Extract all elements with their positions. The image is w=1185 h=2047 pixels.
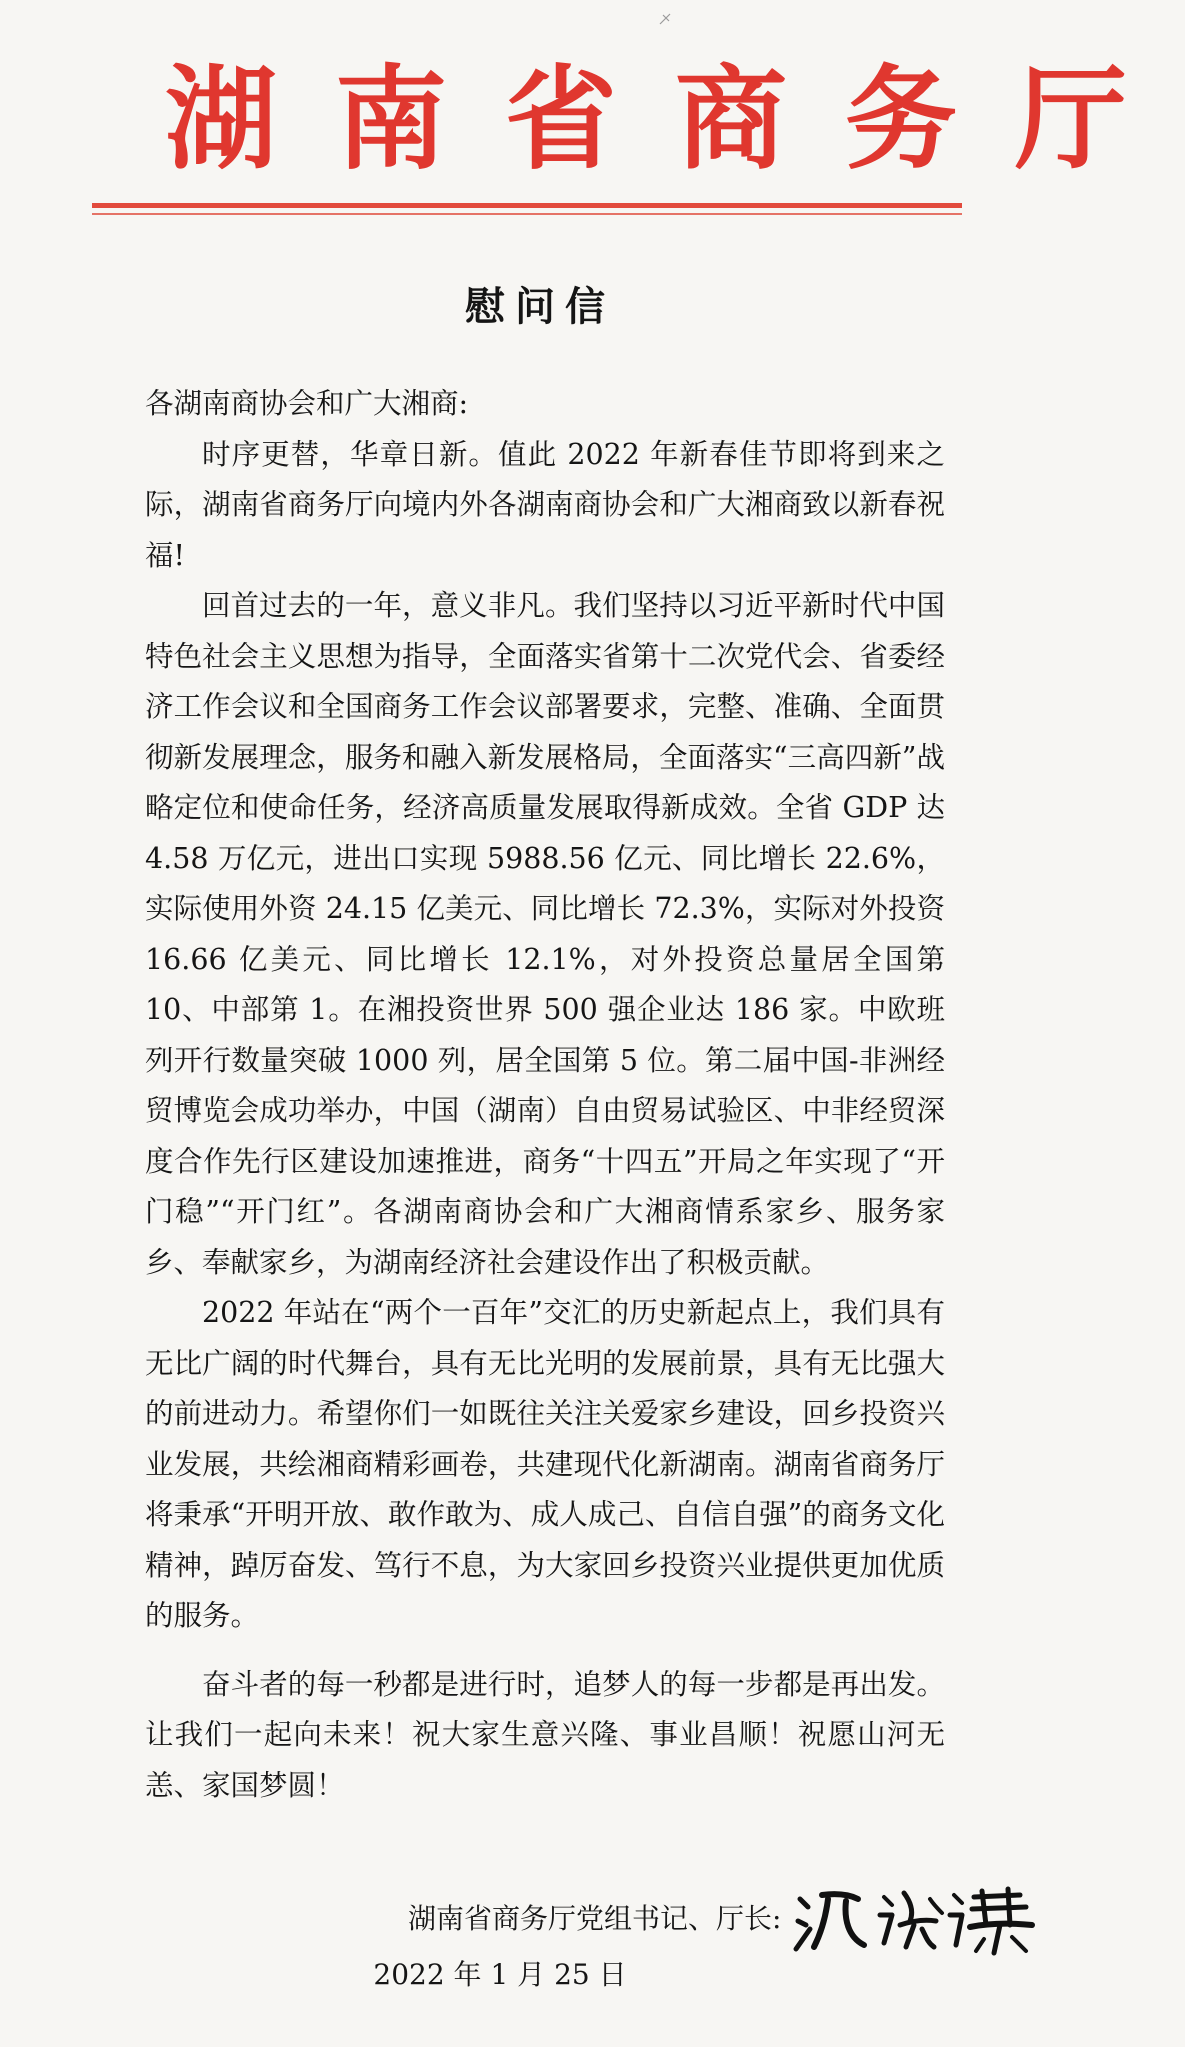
letterhead-rule-thick	[92, 203, 962, 208]
paragraph-review: 回首过去的一年，意义非凡。我们坚持以习近平新时代中国特色社会主义思想为指导，全面落实省第十二次党代会、省委经济工作会议和全国商务工作会议部署要求，完整、准确、全面贯彻新发展理念，服务和融入新发展格局，全面落实“三高四新”战略定位和使命任务，经济高质量发展取得新成效。全省 GDP 达 4.58 万亿元，进出口实现 5988.56 亿元、同比增长 22.6%，实际使用外资 24.15 亿美元、同比增长 72.3%，实际对外投资 16.66 亿美元、同比增长 12.1%，对外投资总量居全国第 10、中部第 1。在湘投资世界 500 强企业达 186 家。中欧班列开行数量突破 1000 列，居全国第 5 位。第二届中国-非洲经贸博览会成功举办，中国（湖南）自由贸易试验区、中非经贸深度合作先行区建设加速推进，商务“十四五”开局之年实现了“开门稳”“开门红”。各湖南商协会和广大湘商情系家乡、服务家乡、奉献家乡，为湖南经济社会建设作出了积极贡献。	[145, 589, 945, 1279]
paragraph-closing: 奋斗者的每一秒都是进行时，追梦人的每一步都是再出发。让我们一起向未来！祝大家生意兴隆、事业昌顺！祝愿山河无恙、家国梦圆！	[145, 1667, 945, 1802]
handwritten-signature	[788, 1885, 1038, 1957]
document-title: 慰问信	[465, 283, 615, 330]
paragraph-outlook: 2022 年站在“两个一百年”交汇的历史新起点上，我们具有无比广阔的时代舞台，具有无比光明的发展前景，具有无比强大的前进动力。希望你们一如既往关注关爱家乡建设，回乡投资兴业发展，共绘湘商精彩画卷，共建现代化新湖南。湖南省商务厅将秉承“开明开放、敢作敢为、成人成己、自信自强”的商务文化精神，踔厉奋发、笃行不息，为大家回乡投资兴业提供更加优质的服务。	[145, 1296, 945, 1632]
signature-date: 2022 年 1 月 25 日	[373, 1958, 627, 1991]
letterhead-org-name: 湖南省商务厅	[165, 54, 1185, 185]
signatory-title: 湖南省商务厅党组书记、厅长:	[408, 1902, 782, 1935]
salutation: 各湖南商协会和广大湘商:	[145, 387, 469, 420]
signature-block	[408, 1885, 1048, 1955]
letterhead	[0, 54, 1185, 185]
letter-body	[145, 379, 945, 1811]
paragraph-greeting: 时序更替，华章日新。值此 2022 年新春佳节即将到来之际，湖南省商务厅向境内外各湖南商协会和广大湘商致以新春祝福!	[145, 437, 945, 572]
scan-mark-icon	[658, 12, 672, 26]
letterhead-rule-thin	[92, 213, 962, 215]
